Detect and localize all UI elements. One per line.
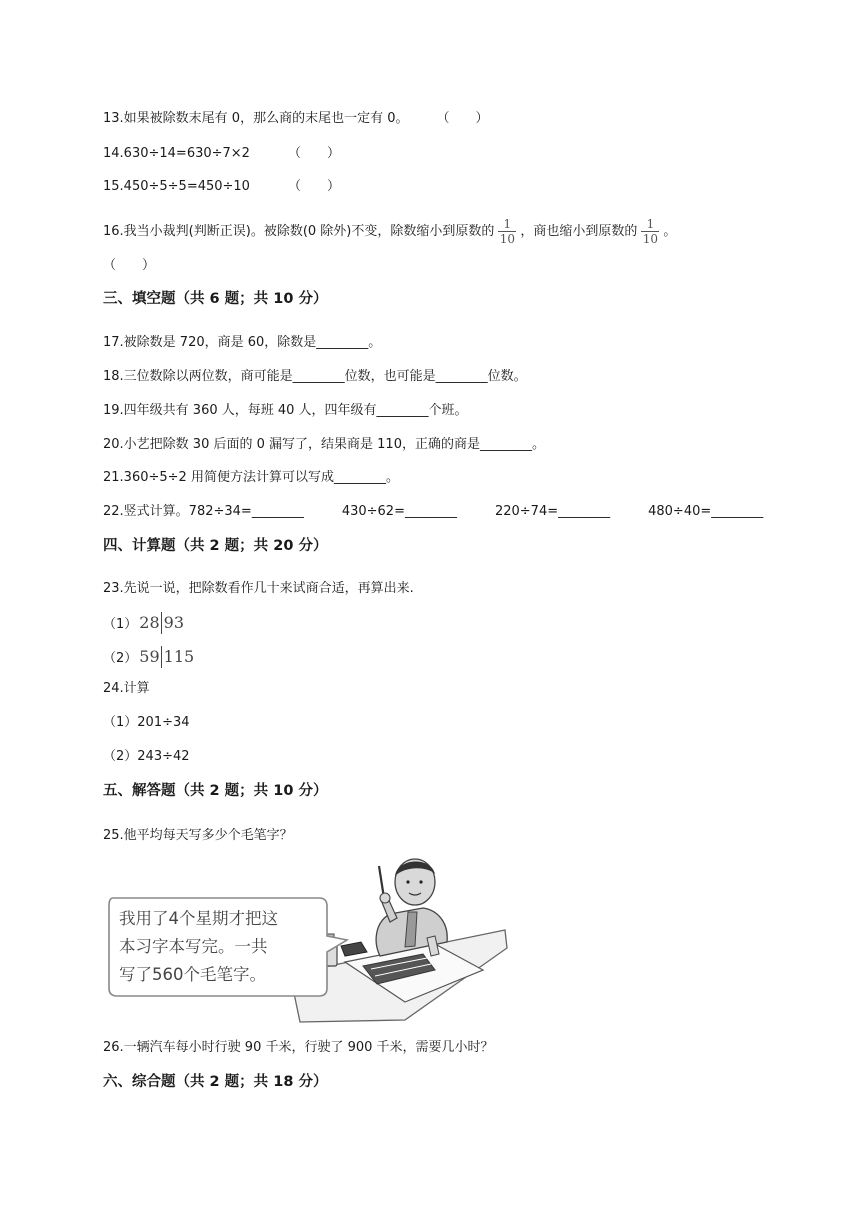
answer-paren: （ ） bbox=[287, 179, 340, 194]
question-13-text: 13.如果被除数末尾有 0，那么商的末尾也一定有 0。 bbox=[103, 111, 409, 126]
part-label: （2） bbox=[103, 651, 138, 666]
question-19: 19.四年级共有 360 人，每班 40 人，四年级有________个班。 bbox=[103, 403, 468, 418]
question-15-text: 15.450÷5÷5=450÷10 bbox=[103, 179, 250, 194]
question-16-text-c: 。 bbox=[663, 224, 677, 239]
section-3-heading: 三、填空题（共 6 题；共 10 分） bbox=[103, 291, 328, 307]
question-22 bbox=[103, 503, 763, 521]
part-label: （1） bbox=[103, 617, 138, 632]
answer-paren: （ ） bbox=[287, 146, 340, 161]
question-17: 17.被除数是 720，商是 60，除数是________。 bbox=[103, 335, 382, 350]
question-14 bbox=[103, 145, 340, 163]
question-20: 20.小艺把除数 30 后面的 0 漏写了，结果商是 110，正确的商是________。 bbox=[103, 437, 545, 452]
question-18: 18.三位数除以两位数，商可能是________位数，也可能是________位数。 bbox=[103, 369, 527, 384]
fraction-denominator: 10 bbox=[499, 232, 516, 246]
question-15 bbox=[103, 178, 340, 196]
fraction-one-tenth bbox=[641, 218, 659, 245]
speech-bubble-line-3: 写了560个毛笔字。 bbox=[119, 965, 266, 984]
question-24-part-1: （1）201÷34 bbox=[103, 715, 190, 730]
question-22-b: 430÷62=________ bbox=[341, 504, 457, 519]
section-4-heading: 四、计算题（共 2 题；共 20 分） bbox=[103, 538, 328, 554]
question-22-a: 22.竖式计算。782÷34=________ bbox=[103, 504, 304, 519]
question-23-part-2 bbox=[103, 646, 194, 670]
section-6-heading: 六、综合题（共 2 题；共 18 分） bbox=[103, 1074, 328, 1090]
calligraphy-illustration bbox=[105, 852, 510, 1024]
question-16-text-b: ，商也缩小到原数的 bbox=[520, 224, 638, 239]
divisor: 28 bbox=[139, 613, 160, 632]
question-22-c: 220÷74=________ bbox=[494, 504, 611, 519]
fraction-denominator: 10 bbox=[642, 232, 659, 246]
question-21: 21.360÷5÷2 用简便方法计算可以写成________。 bbox=[103, 470, 399, 485]
speech-bubble-line-2: 本习字本写完。一共 bbox=[119, 937, 268, 956]
question-16-answer-paren: （ ） bbox=[103, 258, 156, 273]
fraction-numerator: 1 bbox=[646, 217, 655, 231]
question-14-text: 14.630÷14=630÷7×2 bbox=[103, 146, 250, 161]
question-16-text-a: 16.我当小裁判(判断正误)。被除数(0 除外)不变，除数缩小到原数的 bbox=[103, 224, 495, 239]
answer-paren: （ ） bbox=[436, 111, 489, 126]
long-division-1 bbox=[139, 613, 184, 632]
long-division-2 bbox=[139, 647, 194, 666]
question-26: 26.一辆汽车每小时行驶 90 千米，行驶了 900 千米，需要几小时？ bbox=[103, 1040, 494, 1055]
speech-bubble-line-1: 我用了4个星期才把这 bbox=[119, 909, 278, 928]
question-16 bbox=[103, 218, 676, 245]
divisor: 59 bbox=[139, 647, 160, 666]
fraction-one-tenth bbox=[498, 218, 516, 245]
question-22-d: 480÷40=________ bbox=[648, 504, 764, 519]
question-13 bbox=[103, 110, 489, 128]
section-5-heading: 五、解答题（共 2 题；共 10 分） bbox=[103, 783, 328, 799]
question-24: 24.计算 bbox=[103, 681, 150, 696]
dividend: 115 bbox=[161, 646, 195, 668]
question-25: 25.他平均每天写多少个毛笔字？ bbox=[103, 828, 293, 843]
dividend: 93 bbox=[161, 612, 184, 634]
question-23-part-1 bbox=[103, 612, 184, 636]
question-23: 23.先说一说，把除数看作几十来试商合适，再算出来. bbox=[103, 581, 414, 596]
fraction-numerator: 1 bbox=[503, 217, 512, 231]
question-24-part-2: （2）243÷42 bbox=[103, 749, 190, 764]
